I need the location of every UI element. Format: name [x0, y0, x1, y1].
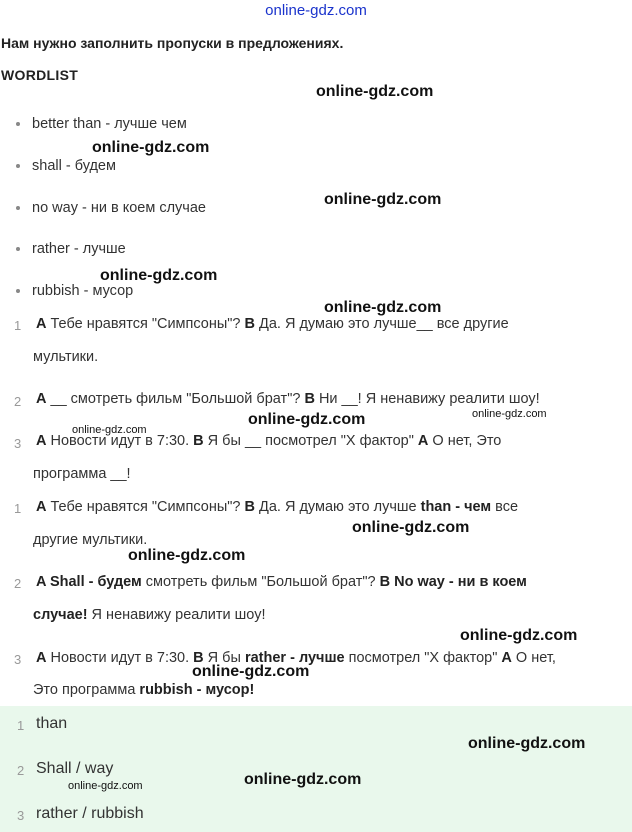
exercise-number: 1: [14, 318, 22, 333]
watermark: online-gdz.com: [324, 299, 442, 316]
filled-line: A Новости идут в 7:30. B Я бы rather - лучше посмотрел "Х фактор" A О нет,: [36, 650, 556, 666]
exercise-line: мультики.: [33, 349, 99, 365]
watermark: online-gdz.com: [316, 83, 434, 100]
watermark: online-gdz.com: [68, 780, 143, 792]
site-header-link[interactable]: online-gdz.com: [265, 2, 367, 19]
wordlist-item: [16, 283, 133, 299]
filled-number: 3: [14, 652, 22, 667]
exercise-line: A Тебе нравятся "Симпсоны"? B Да. Я думаю это лучше__ все другие: [36, 316, 509, 332]
watermark: online-gdz.com: [192, 663, 310, 680]
exercise-line: A __ смотреть фильм "Большой брат"? B Ни __! Я ненавижу реалити шоу!: [36, 391, 540, 407]
answer-number: 3: [17, 808, 25, 823]
watermark: online-gdz.com: [100, 267, 218, 284]
bullet-icon: [16, 122, 20, 126]
watermark: online-gdz.com: [92, 139, 210, 156]
filled-number: 2: [14, 576, 22, 591]
bullet-icon: [16, 289, 20, 293]
wordlist-item-text: better than - лучше чем: [32, 116, 187, 132]
filled-number: 1: [14, 501, 22, 516]
exercise-number: 3: [14, 436, 22, 451]
watermark: online-gdz.com: [248, 411, 366, 428]
watermark: online-gdz.com: [128, 547, 246, 564]
wordlist-item-text: rather - лучше: [32, 241, 126, 257]
wordlist-item: [16, 158, 116, 174]
wordlist-item: [16, 241, 126, 257]
bullet-icon: [16, 164, 20, 168]
watermark: online-gdz.com: [460, 627, 578, 644]
task-title: Нам нужно заполнить пропуски в предложениях.: [1, 35, 344, 51]
answer-text: than: [36, 715, 68, 732]
filled-line: случае! Я ненавижу реалити шоу!: [33, 607, 266, 623]
watermark: online-gdz.com: [72, 424, 147, 436]
watermark: online-gdz.com: [468, 735, 586, 752]
wordlist-item-text: shall - будем: [32, 158, 116, 174]
filled-line: Это программа rubbish - мусор!: [33, 682, 255, 698]
exercise-line: A Новости идут в 7:30. B Я бы __ посмотрел "Х фактор" A О нет, Это: [36, 433, 502, 449]
answer-text: rather / rubbish: [36, 805, 144, 822]
watermark: online-gdz.com: [244, 771, 362, 788]
bullet-icon: [16, 206, 20, 210]
exercise-line: программа __!: [33, 466, 131, 482]
wordlist-item-text: rubbish - мусор: [32, 283, 134, 299]
watermark: online-gdz.com: [472, 408, 547, 420]
answer-number: 1: [17, 718, 25, 733]
wordlist-title: WORDLIST: [1, 67, 79, 83]
watermark: online-gdz.com: [352, 519, 470, 536]
watermark: online-gdz.com: [324, 191, 442, 208]
wordlist-item: [16, 200, 206, 216]
filled-line: A Shall - будем смотреть фильм "Большой брат"? B No way - ни в коем: [36, 574, 527, 590]
exercise-number: 2: [14, 394, 22, 409]
filled-line: A Тебе нравятся "Симпсоны"? B Да. Я думаю это лучше than - чем все: [36, 499, 519, 515]
wordlist-item-text: no way - ни в коем случае: [32, 200, 206, 216]
answer-text: Shall / way: [36, 760, 114, 777]
filled-line: другие мультики.: [33, 532, 148, 548]
wordlist-item: [16, 116, 187, 132]
answer-number: 2: [17, 763, 25, 778]
bullet-icon: [16, 247, 20, 251]
